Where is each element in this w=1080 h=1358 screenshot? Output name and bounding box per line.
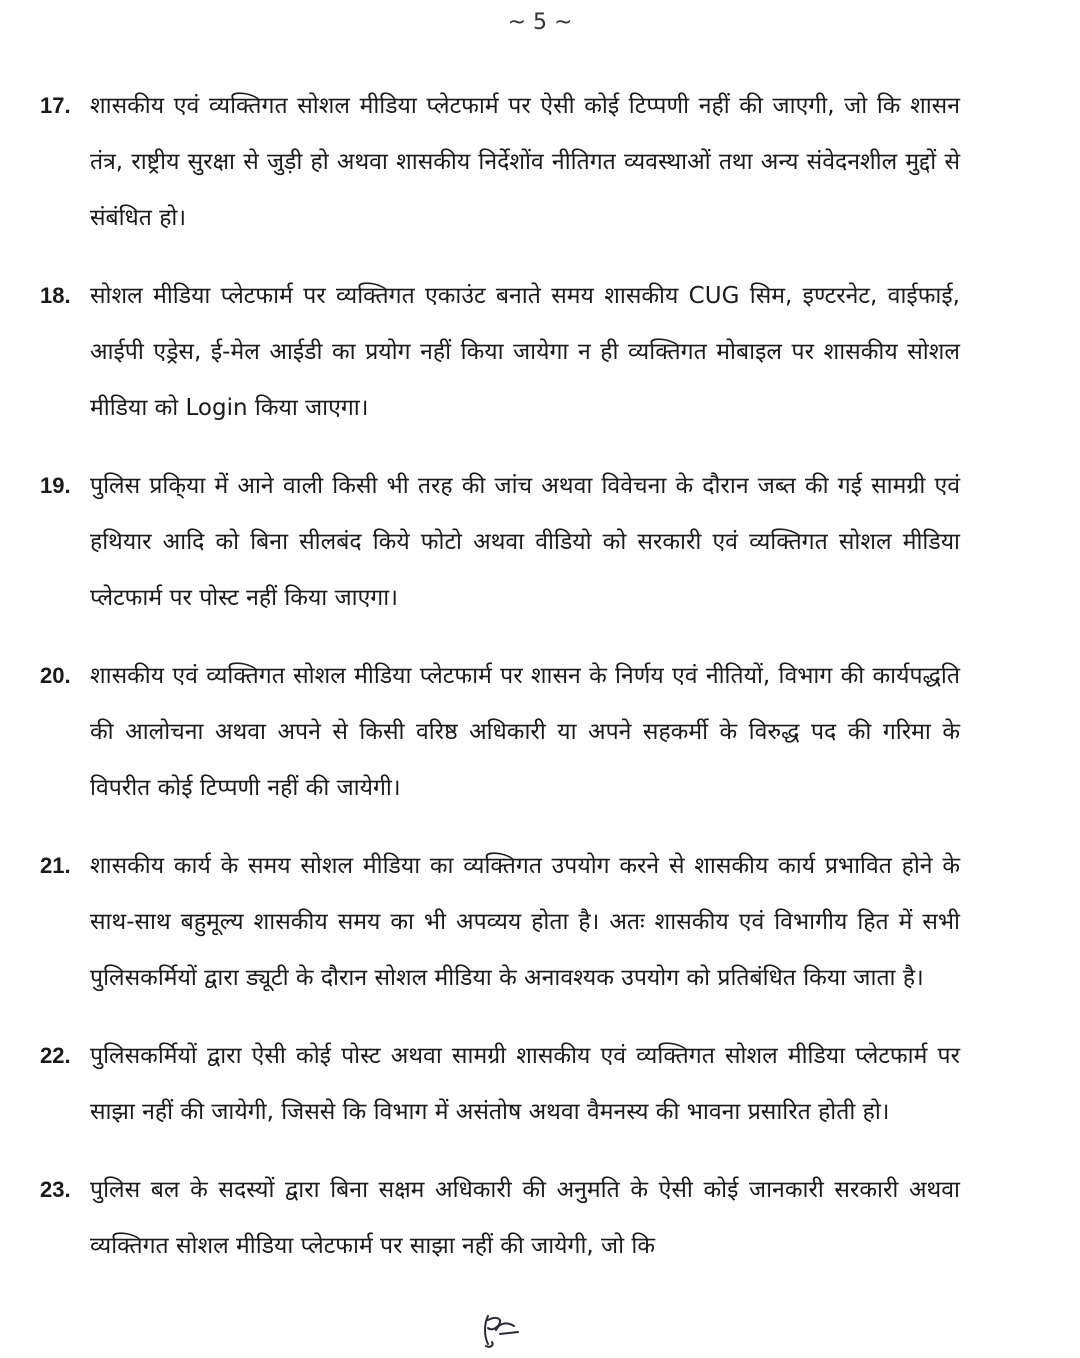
item-number: 21. (40, 853, 71, 878)
list-item (40, 78, 960, 246)
item-text: पुलिसकर्मियों द्वारा ऐसी कोई पोस्ट अथवा सामग्री शासकीय एवं व्यक्तिगत सोशल मीडिया प्लेटफार्म पर साझा नहीं की जायेगी, जिससे कि विभाग में असंतोष अथवा वैमनस्य की भावना प्रसारित होती हो। (90, 1043, 960, 1125)
item-text: पुलिस बल के सदस्यों द्वारा बिना सक्षम अधिकारी की अनुमति के ऐसी कोई जानकारी सरकारी अथवा व्यक्तिगत सोशल मीडिया प्लेटफार्म पर साझा नहीं की जायेगी, जो कि (90, 1177, 960, 1259)
item-number: 19. (40, 473, 71, 498)
instruction-list (40, 78, 960, 1296)
item-text: पुलिस प्रकि्या में आने वाली किसी भी तरह की जांच अथवा विवेचना के दौरान जब्त की गई सामग्री एवं हथियार आदि को बिना सीलबंद किये फोटो अथवा वीडियो को सरकारी एवं व्यक्तिगत सोशल मीडिया प्लेटफार्म पर पोस्ट नहीं किया जाएगा। (90, 473, 960, 611)
list-item (40, 1162, 960, 1274)
item-number: 22. (40, 1043, 71, 1068)
item-text: शासकीय एवं व्यक्तिगत सोशल मीडिया प्लेटफार्म पर शासन के निर्णय एवं नीतियों, विभाग की कार्यपद्धति की आलोचना अथवा अपने से किसी वरिष्ठ अधिकारी या अपने सहकर्मी के विरुद्ध पद की गरिमा के विपरीत कोई टिप्पणी नहीं की जायेगी। (90, 663, 960, 801)
list-item (40, 1028, 960, 1140)
list-item (40, 268, 960, 436)
list-item (40, 648, 960, 816)
item-number: 18. (40, 283, 71, 308)
item-number: 23. (40, 1177, 71, 1202)
page-number: ~ 5 ~ (507, 10, 573, 35)
list-item (40, 838, 960, 1006)
item-text: शासकीय एवं व्यक्तिगत सोशल मीडिया प्लेटफार्म पर ऐसी कोई टिप्पणी नहीं की जाएगी, जो कि शासन तंत्र, राष्ट्रीय सुरक्षा से जुड़ी हो अथवा शासकीय निर्देशोंव नीतिगत व्यवस्थाओं तथा अन्य संवेदनशील मुद्दों से संबंधित हो। (90, 93, 960, 231)
list-item (40, 458, 960, 626)
item-text: शासकीय कार्य के समय सोशल मीडिया का व्यक्तिगत उपयोग करने से शासकीय कार्य प्रभावित होने के साथ-साथ बहुमूल्य शासकीय समय का भी अपव्यय होता है। अतः शासकीय एवं विभागीय हित में सभी पुलिसकर्मियों द्वारा ड्यूटी के दौरान सोशल मीडिया के अनावश्यक उपयोग को प्रतिबंधित किया जाता है। (90, 853, 960, 991)
item-number: 20. (40, 663, 71, 688)
item-number: 17. (40, 93, 71, 118)
signature (474, 1308, 524, 1352)
item-text: सोशल मीडिया प्लेटफार्म पर व्यक्तिगत एकाउंट बनाते समय शासकीय CUG सिम, इण्टरनेट, वाईफाई, आईपी एड्रेस, ई-मेल आईडी का प्रयोग नहीं किया जायेगा न ही व्यक्तिगत मोबाइल पर शासकीय सोशल मीडिया को Login किया जाएगा। (90, 283, 960, 421)
